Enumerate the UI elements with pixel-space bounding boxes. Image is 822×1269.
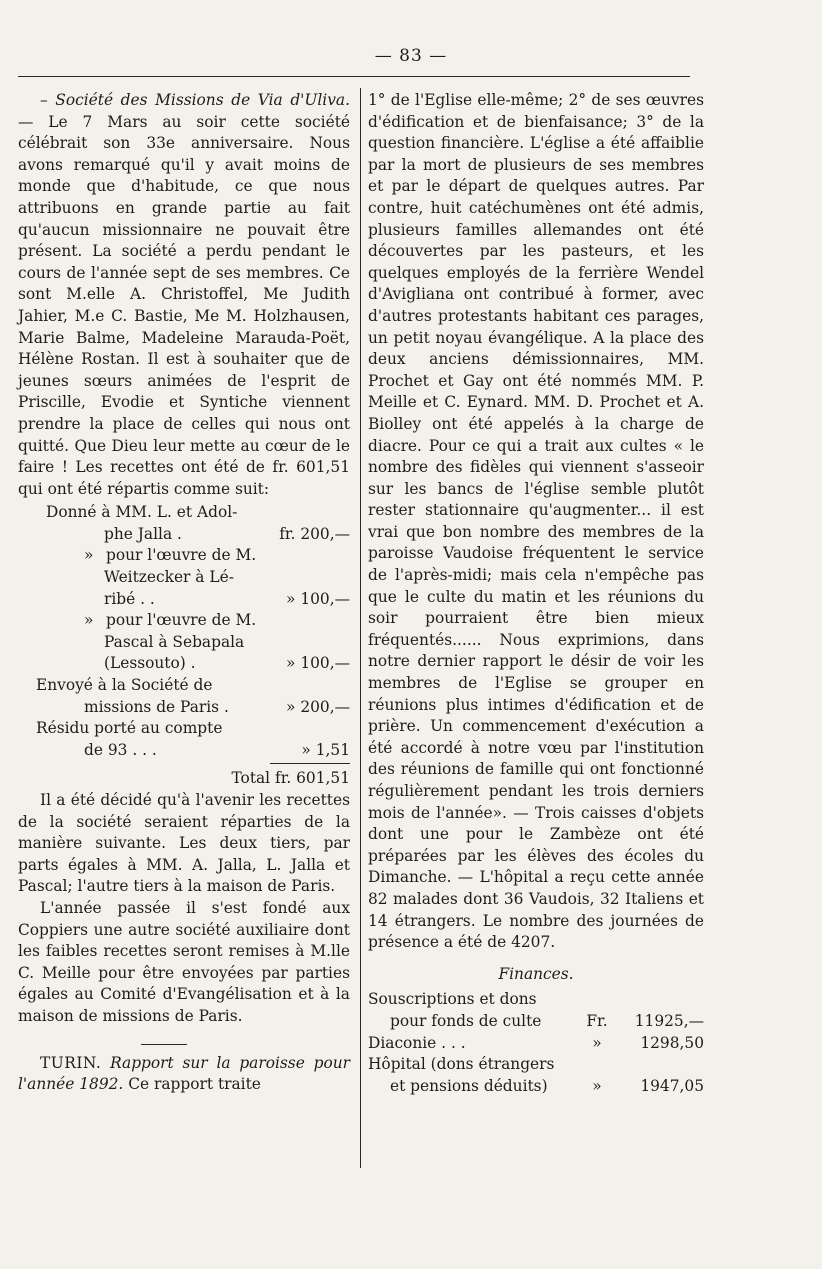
finance-entry-line bbox=[368, 1076, 704, 1098]
finance-entry bbox=[368, 989, 704, 1011]
ledger-amount: » 200,— bbox=[286, 697, 350, 716]
receipts-ledger bbox=[18, 502, 350, 790]
left-column bbox=[18, 90, 350, 1096]
society-paragraph bbox=[18, 90, 350, 500]
ledger-amount: » 1,51 bbox=[301, 740, 350, 759]
finance-amount: 11925,— bbox=[634, 1011, 704, 1030]
ledger-label: pour l'œuvre de M. bbox=[106, 611, 257, 630]
finance-label: Diaconie . . . bbox=[368, 1033, 466, 1052]
ditto-mark: » bbox=[592, 1076, 602, 1095]
coppiers-paragraph: L'année passée il s'est fondé aux Coppiers une autre société auxiliaire dont les faibles recettes seront remises à M.lle C. Meille pour être envoyées par parties égales au Comité d'Evangélisation et à la maison de missions de Paris. bbox=[18, 898, 350, 1025]
page-number: — 83 — bbox=[374, 46, 448, 66]
ledger-entry-line bbox=[18, 589, 350, 611]
finance-label: Hôpital (dons étrangers bbox=[368, 1055, 555, 1074]
ledger-total: Total fr. 601,51 bbox=[231, 769, 350, 788]
ledger-label: Résidu porté au compte bbox=[36, 719, 223, 738]
right-column bbox=[368, 90, 704, 1097]
finance-entry-line bbox=[368, 1011, 704, 1033]
ledger-entry-line bbox=[18, 697, 350, 719]
ledger-entry bbox=[18, 545, 350, 567]
finance-currency: Fr. bbox=[586, 1011, 608, 1030]
turin-title: TURIN. bbox=[40, 1053, 102, 1072]
ledger-entry bbox=[18, 718, 350, 740]
section-separator bbox=[141, 1044, 187, 1045]
society-title: – Société des Missions de Via d'Uliva. bbox=[40, 91, 350, 109]
ledger-label: ribé . . bbox=[104, 589, 155, 608]
finance-amount: 1947,05 bbox=[640, 1076, 704, 1095]
header-rule bbox=[18, 76, 690, 77]
ledger-amount: » 100,— bbox=[286, 654, 350, 673]
finance-label: pour fonds de culte bbox=[390, 1011, 542, 1030]
ledger-entry-line bbox=[18, 632, 350, 654]
ledger-amount: » 100,— bbox=[286, 589, 350, 608]
ledger-entry bbox=[18, 675, 350, 697]
ledger-label: Donné à MM. L. et Adol- bbox=[46, 503, 238, 522]
column-divider bbox=[360, 88, 361, 1168]
ledger-entry-line bbox=[18, 740, 350, 762]
ditto-mark: » bbox=[84, 611, 94, 630]
ledger-label: Pascal à Sebapala bbox=[104, 632, 245, 651]
society-text: — Le 7 Mars au soir cette société célébrait son 33e anniversaire. Nous avons remarqué qu'il y avait moins de monde que d'habitude, ce que nous attribuons en grande partie au fait qu'aucun missionnaire ne pouvait être présent. La société a perdu pendant le cours de l'année sept de ses membres. Ce sont M.elle A. Christoffel, Me Judith Jahier, M.e C. Bastie, Me M. Holzhausen, Marie Balme, Madeleine Marauda-Poët, Hélène Rostan. Il est à souhaiter que de jeunes sœurs animées de l'esprit de Priscille, Evodie et Syntiche viennent prendre la place de celles qui nous ont quitté. Que Dieu leur mette au cœur de le faire ! Les recettes ont été de fr. 601,51 qui ont été répartis comme suit: bbox=[18, 112, 350, 498]
ditto-mark: » bbox=[84, 546, 94, 565]
finance-label: et pensions déduits) bbox=[390, 1076, 548, 1095]
ledger-entry bbox=[18, 610, 350, 632]
finances-heading: Finances. bbox=[498, 964, 574, 983]
finances-table bbox=[368, 989, 704, 1097]
ledger-entry bbox=[18, 502, 350, 524]
finance-label: Souscriptions et dons bbox=[368, 990, 537, 1009]
ledger-label: pour l'œuvre de M. bbox=[106, 546, 257, 565]
ledger-label: (Lessouto) . bbox=[104, 654, 196, 673]
turin-report-title: Rapport sur la paroisse pour l'année 1892. bbox=[18, 1053, 350, 1094]
finance-entry bbox=[368, 1054, 704, 1076]
turin-text: Ce rapport traite bbox=[128, 1075, 261, 1094]
ledger-label: phe Jalla . bbox=[104, 524, 182, 543]
ledger-label: de 93 . . . bbox=[84, 740, 157, 759]
ledger-label: Weitzecker à Lé- bbox=[104, 568, 234, 587]
ledger-entry-line bbox=[18, 524, 350, 546]
distribution-paragraph: Il a été décidé qu'à l'avenir les recettes de la société seraient réparties de la manière suivante. Les deux tiers, par parts égales à MM. A. Jalla, L. Jalla et Pascal; l'autre tiers à la maison de Paris. bbox=[18, 791, 350, 896]
turin-paragraph bbox=[18, 1053, 350, 1096]
finance-entry bbox=[368, 1033, 704, 1055]
ledger-label: missions de Paris . bbox=[84, 697, 229, 716]
turin-report-paragraph: 1° de l'Eglise elle-même; 2° de ses œuvres d'édification et de bienfaisance; 3° de la question financière. L'église a été affaiblie par la mort de plusieurs de ses membres et par le départ de quelques autres. Par contre, huit catéchumènes ont été admis, plusieurs familles allemandes ont été découvertes par les pasteurs, et les quelques employés de la ferrière Wendel d'Avigliana ont contribué à former, avec d'autres protestants habitant ces parages, un petit noyau évangélique. A la place des deux anciens démissionnaires, MM. Prochet et Gay ont été nommés MM. P. Meille et C. Eynard. MM. D. Prochet et A. Biolley ont été appelés à la charge de diacre. Pour ce qui a trait aux cultes « le nombre des fidèles qui viennent s'asseoir sur les bancs de l'église semble plutôt rester stationnaire qu'augmenter... il est vrai que bon nombre des membres de la paroisse Vaudoise fréquentent le service de l'après-midi; mais cela n'empêche pas que le culte du matin et les réunions du soir pourraient être bien mieux fréquentés...... Nous exprimions, dans notre dernier rapport le désir de voir les membres de l'Eglise se grouper en réunions plus intimes d'édification et de prière. Un commencement d'exécution a été accordé à notre vœu par l'institution des réunions de famille qui ont fonctionné régulièrement pendant les trois derniers mois de l'année». — Trois caisses d'objets dont une pour le Zambèze ont été préparées par les élèves des écoles du Dimanche. — L'hôpital a reçu cette année 82 malades dont 36 Vaudois, 32 Italiens et 14 étrangers. Le nombre des journées de présence a été de 4207. bbox=[368, 91, 704, 952]
finance-amount: 1298,50 bbox=[640, 1033, 704, 1052]
ditto-mark: » bbox=[592, 1033, 602, 1052]
ledger-amount: fr. 200,— bbox=[279, 524, 350, 543]
ledger-entry-line bbox=[18, 567, 350, 589]
total-rule bbox=[270, 763, 350, 764]
ledger-entry-line bbox=[18, 653, 350, 675]
ledger-label: Envoyé à la Société de bbox=[36, 676, 213, 695]
